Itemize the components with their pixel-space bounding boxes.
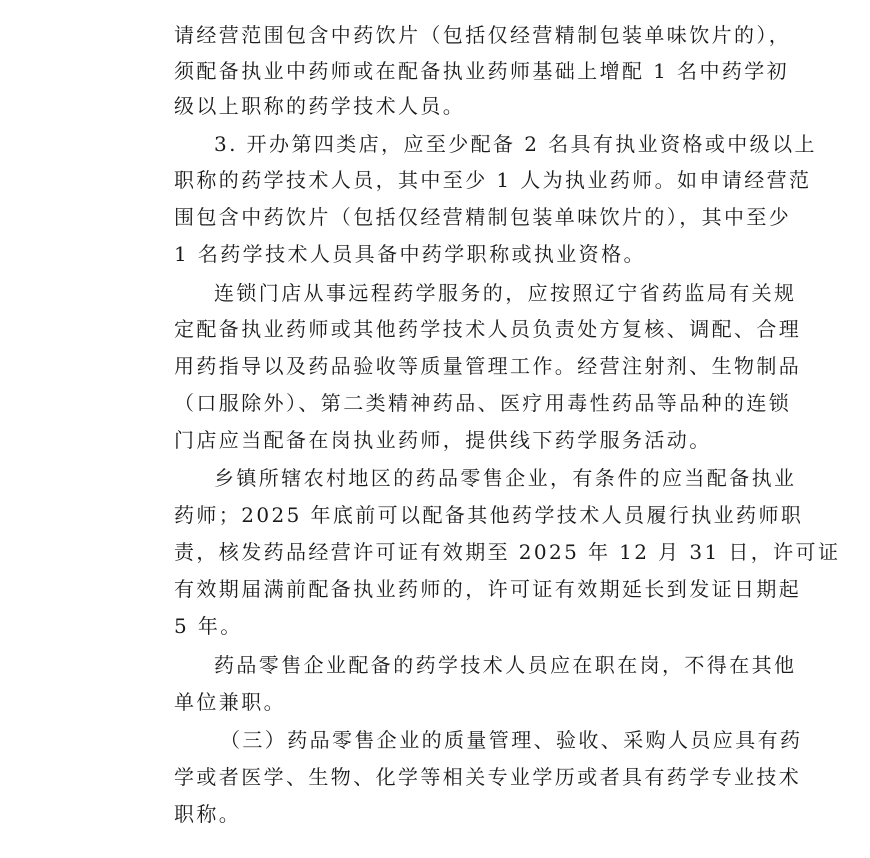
text-line: 级以上职称的药学技术人员。 bbox=[174, 94, 466, 118]
text-line: 定配备执业药师或其他药学技术人员负责处方复核、调配、合理 bbox=[174, 317, 802, 341]
text-line: 药品零售企业配备的药学技术人员应在职在岗，不得在其他 bbox=[214, 653, 797, 677]
text-line: 5 年。 bbox=[174, 614, 243, 638]
text-line: 责，核发药品经营许可证有效期至 2025 年 12 月 31 日，许可证 bbox=[174, 540, 841, 564]
text-line: 学或者医学、生物、化学等相关专业学历或者具有药学专业技术 bbox=[174, 765, 802, 789]
text-line: 连锁门店从事远程药学服务的，应按照辽宁省药监局有关规 bbox=[214, 281, 797, 305]
text-line: 1 名药学技术人员具备中药学职称或执业资格。 bbox=[174, 242, 646, 266]
text-line: 药师；2025 年底前可以配备其他药学技术人员履行执业药师职 bbox=[174, 503, 804, 527]
text-line: 门店应当配备在岗执业药师，提供线下药学服务活动。 bbox=[174, 428, 712, 452]
text-line: 围包含中药饮片（包括仅经营精制包装单味饮片的），其中至少 bbox=[174, 205, 792, 229]
text-line: 乡镇所辖农村地区的药品零售企业，有条件的应当配备执业 bbox=[214, 466, 797, 490]
text-line: 单位兼职。 bbox=[174, 690, 286, 714]
text-line: （三）药品零售企业的质量管理、验收、采购人员应具有药 bbox=[220, 728, 803, 752]
text-line: 职称的药学技术人员，其中至少 1 人为执业药师。如申请经营范 bbox=[174, 168, 812, 192]
text-line: 职称。 bbox=[174, 802, 242, 826]
text-line: 有效期届满前配备执业药师的，许可证有效期延长到发证日期起 bbox=[174, 577, 802, 601]
text-line: 请经营范围包含中药饮片（包括仅经营精制包装单味饮片的）， bbox=[174, 23, 792, 47]
text-line: 须配备执业中药师或在配备执业药师基础上增配 1 名中药学初 bbox=[174, 59, 790, 83]
text-line: 用药指导以及药品验收等质量管理工作。经营注射剂、生物制品 bbox=[174, 354, 802, 378]
text-line: 3. 开办第四类店，应至少配备 2 名具有执业资格或中级以上 bbox=[214, 132, 817, 156]
text-line: （口服除外）、第二类精神药品、医疗用毒性药品等品种的连锁 bbox=[174, 391, 792, 415]
